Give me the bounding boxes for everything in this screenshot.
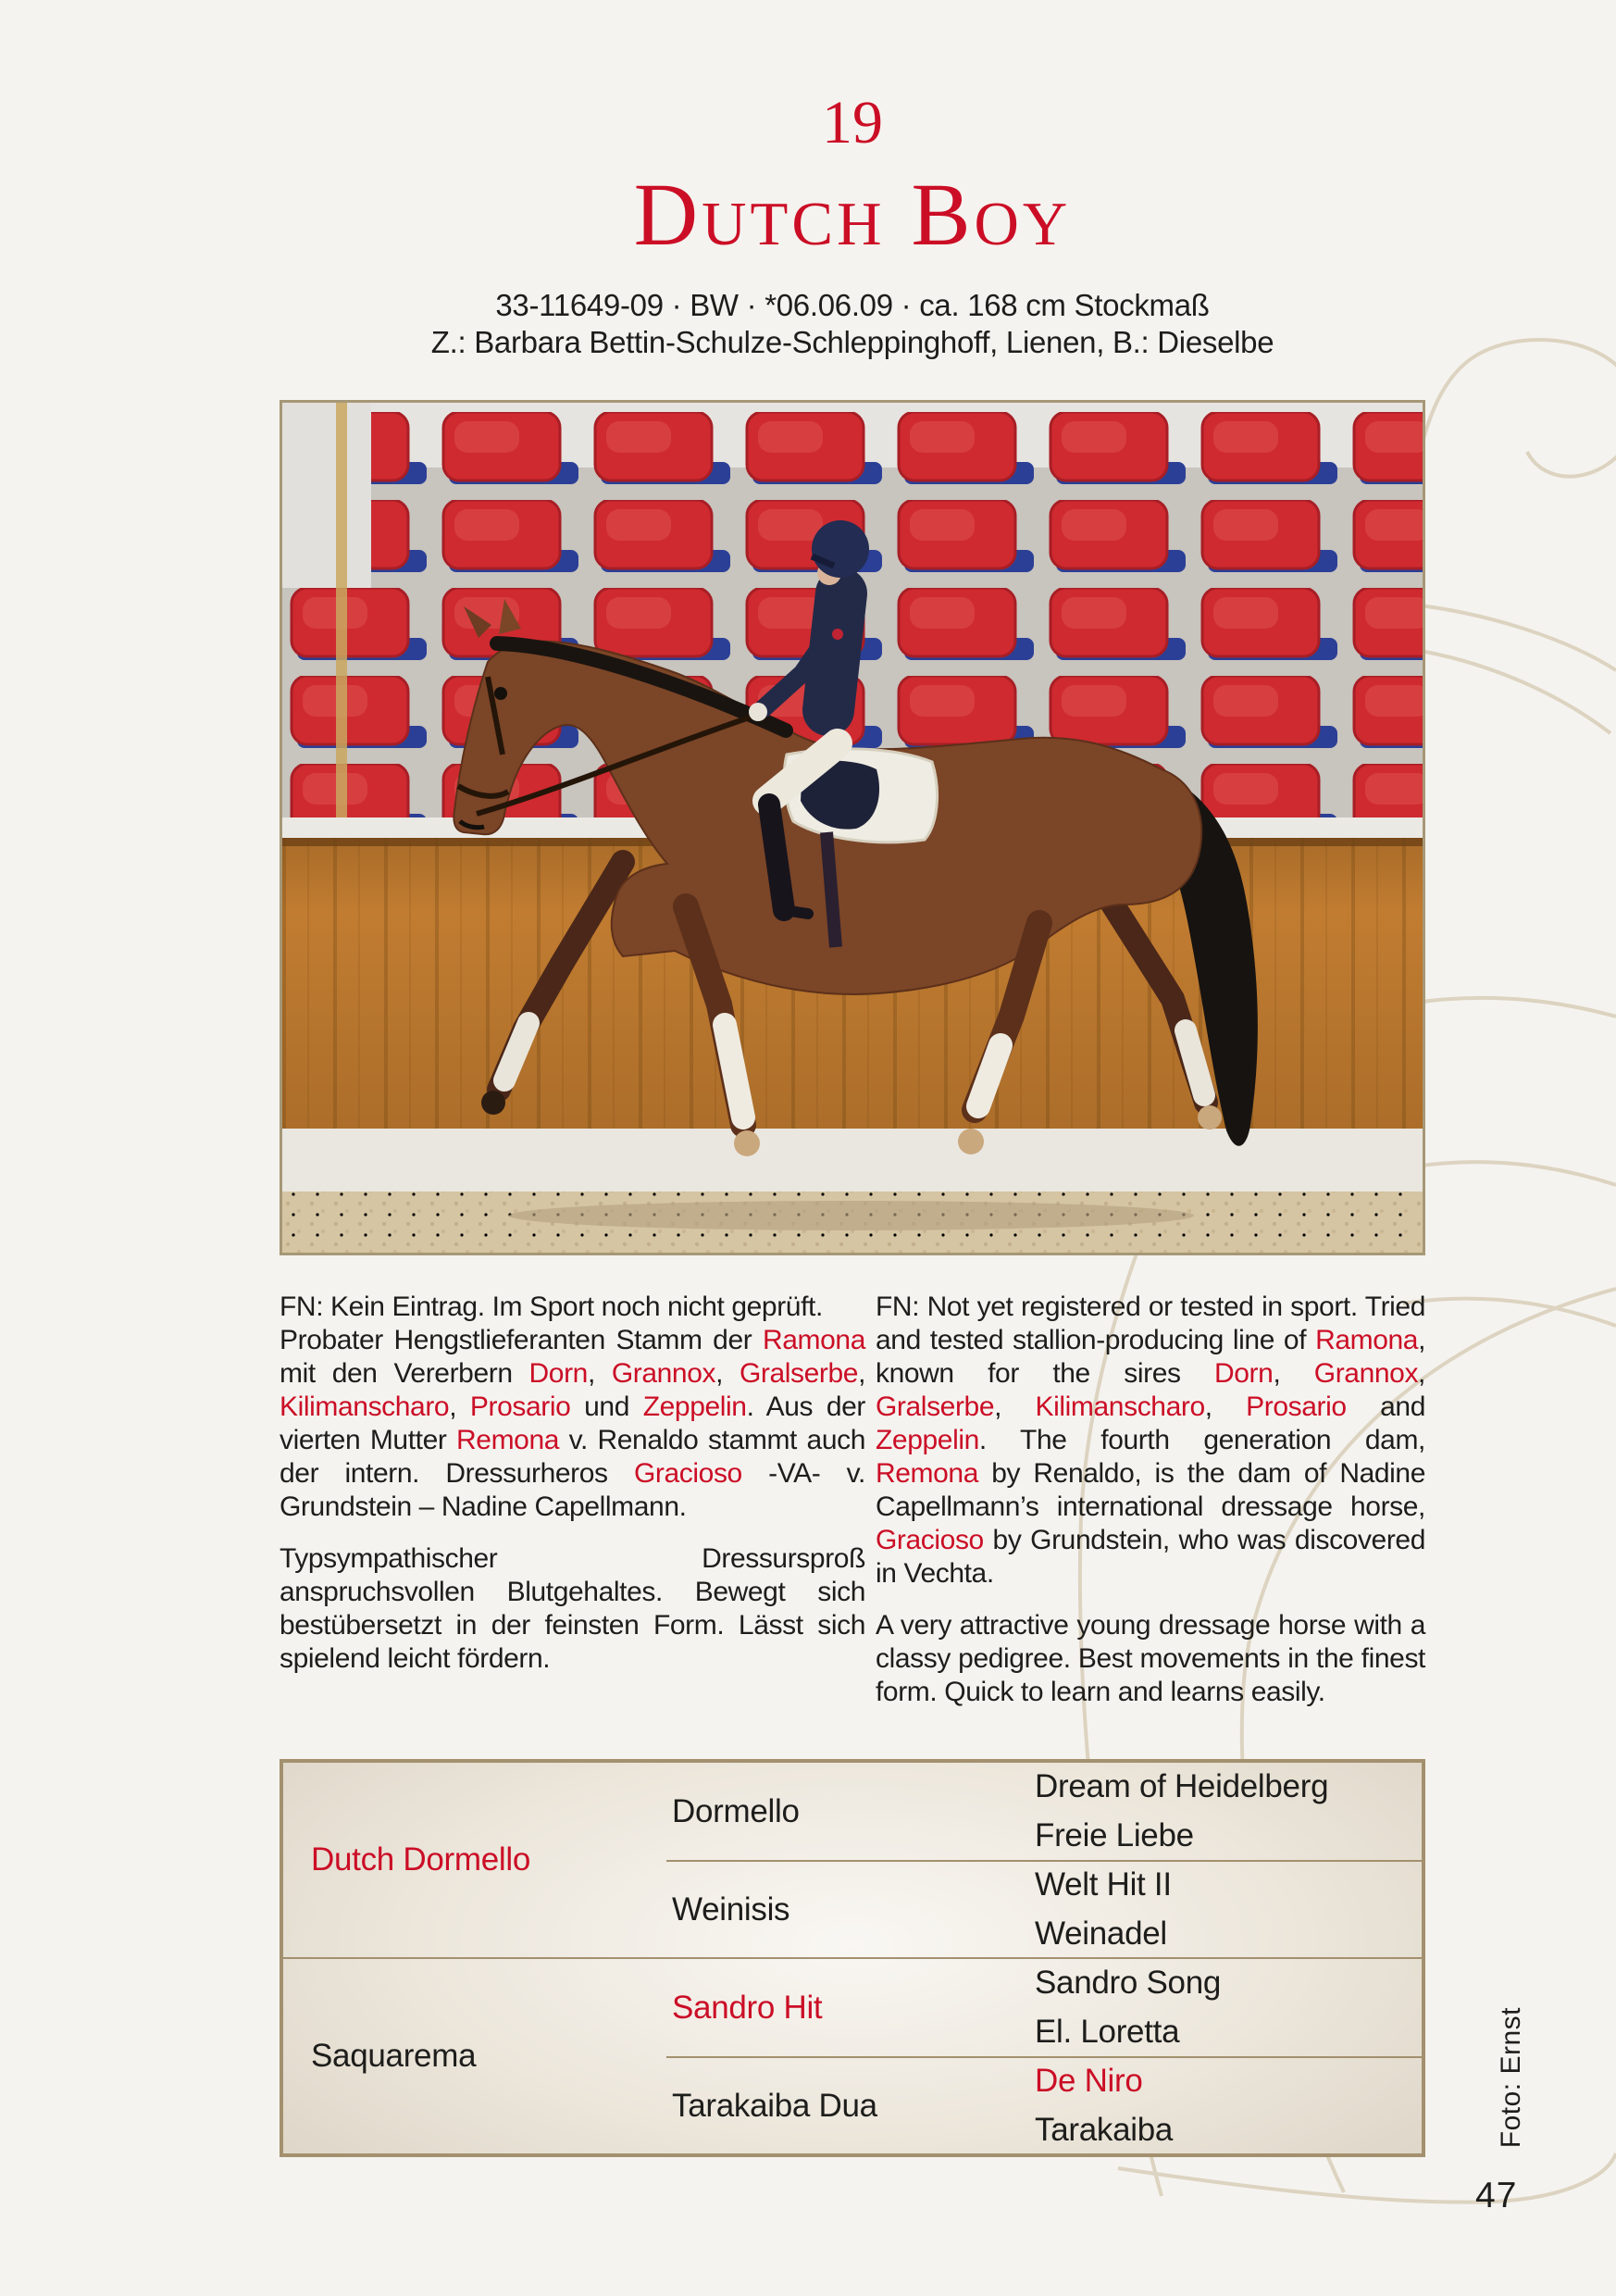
pedigree-name: Weinadel [1035, 1915, 1167, 1952]
info-line-breeder: Z.: Barbara Bettin-Schulze-Schleppinghoff, Lienen, B.: Dieselbe [430, 325, 1274, 359]
hoof [958, 1129, 984, 1154]
horse-photo-illustration [282, 403, 1423, 1253]
paragraph-character-german: Typsympathischer Dressursproß anspruchsvollen Blutgehaltes. Bewegt sich bestübersetzt in der feinsten Form. Lässt sich spielend leicht fördern. [280, 1543, 865, 1674]
pedigree-cell-greatgrandparents [1026, 1860, 1422, 1957]
rider-helmet [812, 520, 869, 578]
pedigree-cell-grandsire: Sandro Hit [672, 1989, 823, 2026]
description-columns [280, 1291, 1425, 1741]
rider-boot-foot [784, 910, 808, 914]
pedigree-name: Dream of Heidelberg [1035, 1768, 1329, 1804]
pedigree-cell-greatgrandparents [1026, 1959, 1422, 2056]
page-content [280, 0, 1425, 2157]
girth-strap [827, 832, 836, 947]
english-text-column [876, 1291, 1425, 1741]
hoof [734, 1130, 760, 1156]
pedigree-name: Tarakaiba [1035, 2112, 1174, 2148]
hoof [1198, 1105, 1222, 1129]
pedigree-cell-granddam: Tarakaiba Dua [666, 2056, 1026, 2153]
pedigree-cell-greatgrandparents [1026, 2056, 1422, 2153]
horse-name-title: Dutch Boy [633, 165, 1072, 264]
pedigree-table [280, 1759, 1425, 2157]
pedigree-name: Freie Liebe [1035, 1817, 1194, 1853]
pedigree-cell-dam: Saquarema [311, 2038, 477, 2074]
page-number: 47 [1475, 2176, 1518, 2215]
paragraph-pedigree-german: Probater Hengstlieferanten Stamm der Ramona mit den Vererbern Dorn, Grannox, Gralserbe, Kilimanscharo, Prosario und Zeppelin. Aus der vierten Mutter Remona v. Renaldo stammt auch der intern. Dressurheros Gracioso -VA- v. Grundstein – Nadine Capellmann. [280, 1325, 866, 1522]
pedigree-cell-greatgrandparents [1026, 1763, 1422, 1860]
paragraph-fn-german: FN: Kein Eintrag. Im Sport noch nicht geprüft. [280, 1292, 823, 1322]
pedigree-sire-group [283, 1763, 1422, 1957]
photo-credit: Foto: Ernst [1496, 2007, 1526, 2149]
german-text-column [280, 1291, 865, 1741]
pedigree-name: El. Loretta [1035, 2014, 1180, 2050]
hoof [481, 1091, 505, 1115]
pedigree-cell-grandsire: Dormello [672, 1792, 800, 1829]
paragraph-pedigree-english: FN: Not yet registered or tested in sport. Tried and tested stallion-producing line of Ramona, known for the sires Dorn, Grannox, Gralserbe, Kilimanscharo, Prosario and Zeppelin. The fourth generation dam, Remona by Renaldo, is the dam of Nadine Capellmann’s international dressage horse, Gracioso by Grundstein, who was discovered in Vechta. [876, 1292, 1425, 1589]
pedigree-name: Welt Hit II [1035, 1866, 1172, 1903]
horse-shadow [509, 1201, 1194, 1230]
info-line-registration: 33-11649-09 · BW · *06.06.09 · ca. 168 cm Stockmaß [495, 288, 1210, 322]
horse-photo [280, 400, 1425, 1255]
lot-number: 19 [822, 89, 883, 156]
rider-boot [769, 805, 784, 910]
horse-info [280, 287, 1425, 361]
pedigree-name: De Niro [1035, 2063, 1143, 2099]
horse-eye [494, 687, 507, 700]
rider-glove [749, 703, 767, 721]
pedigree-cell-granddam: Weinisis [666, 1860, 1026, 1957]
pedigree-name: Sandro Song [1035, 1965, 1222, 2001]
pedigree-dam-group [283, 1957, 1422, 2153]
paragraph-character-english: A very attractive young dressage horse with a classy pedigree. Best movements in the finest form. Quick to learn and learns easily. [876, 1610, 1425, 1707]
pedigree-cell-sire: Dutch Dormello [311, 1841, 530, 1878]
jacket-badge [832, 629, 843, 640]
